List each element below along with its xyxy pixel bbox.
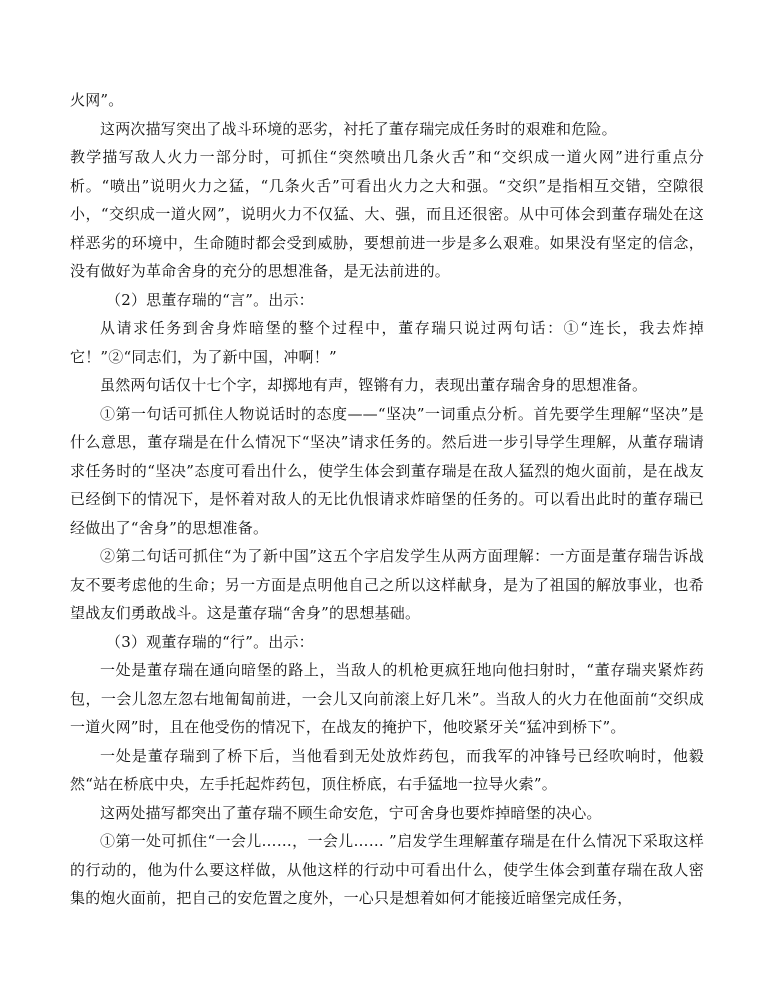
- paragraph: 从请求任务到舍身炸暗堡的整个过程中，董存瑞只说过两句话：①“连长，我去炸掉它！”②“同志们，为了新中国，冲啊！”: [70, 319, 704, 366]
- paragraph: ②第二句话可抓住“为了新中国”这五个字启发学生从两方面理解：一方面是董存瑞告诉战友不要考虑他的生命；另一方面是点明他自己之所以这样献身，是为了祖国的解放事业，也希望战友们勇敢战斗。这是董存瑞“舍身”的思想基础。: [70, 547, 704, 622]
- paragraph: 一处是董存瑞在通向暗堡的路上，当敌人的机枪更疯狂地向他扫射时，“董存瑞夹紧炸药包，一会儿忽左忽右地匍匐前进，一会儿又向前滚上好几米”。当敌人的火力在他面前“交织成一道火网”时，且在他受伤的情况下，在战友的掩护下，他咬紧牙关“猛冲到桥下”。: [70, 661, 704, 736]
- document-body: [70, 86, 704, 913]
- section-subheading: （2）思董存瑞的“言”。出示：: [106, 290, 314, 309]
- paragraph: 一处是董存瑞到了桥下后，当他看到无处放炸药包，而我军的冲锋号已经吹响时，他毅然“站在桥底中央，左手托起炸药包，顶住桥底，右手猛地一拉导火索”。: [70, 746, 704, 793]
- section-subheading: （3）观董存瑞的“行”。出示：: [106, 632, 314, 651]
- paragraph: 火网”。: [70, 91, 124, 109]
- paragraph: 教学描写敌人火力一部分时，可抓住“突然喷出几条火舌”和“交织成一道火网”进行重点分析。“喷出”说明火力之猛，“几条火舌”可看出火力之大和强。“交织”是指相互交错，空隙很小，“交织成一道火网”，说明火力不仅猛、大、强，而且还很密。从中可体会到董存瑞处在这样恶劣的环境中，生命随时都会受到威胁，要想前进一步是多么艰难。如果没有坚定的信念，没有做好为革命舍身的充分的思想准备，是无法前进的。: [70, 148, 704, 280]
- paragraph: ①第一句话可抓住人物说话时的态度——“坚决”一词重点分析。首先要学生理解“坚决”是什么意思，董存瑞是在什么情况下“坚决”请求任务的。然后进一步引导学生理解，从董存瑞请求任务时的“坚决”态度可看出什么，使学生体会到董存瑞是在敌人猛烈的炮火面前，是在战友已经倒下的情况下，是怀着对敌人的无比仇恨请求炸暗堡的任务的。可以看出此时的董存瑞已经做出了“舍身”的思想准备。: [70, 404, 704, 537]
- paragraph: ①第一处可抓住“一会儿……，一会儿…… ”启发学生理解董存瑞是在什么情况下采取这样的行动的，他为什么要这样做，从他这样的行动中可看出什么，使学生体会到董存瑞在敌人密集的炮火面前，把自己的安危置之度外，一心只是想着如何才能接近暗堡完成任务，: [70, 832, 704, 907]
- paragraph: 这两处描写都突出了董存瑞不顾生命安危，宁可舍身也要炸掉暗堡的决心。: [100, 803, 602, 822]
- paragraph: 虽然两句话仅十七个字，却掷地有声，铿锵有力，表现出董存瑞舍身的思想准备。: [100, 376, 648, 394]
- paragraph: 这两次描写突出了战斗环境的恶劣，衬托了董存瑞完成任务时的艰难和危险。: [100, 119, 617, 138]
